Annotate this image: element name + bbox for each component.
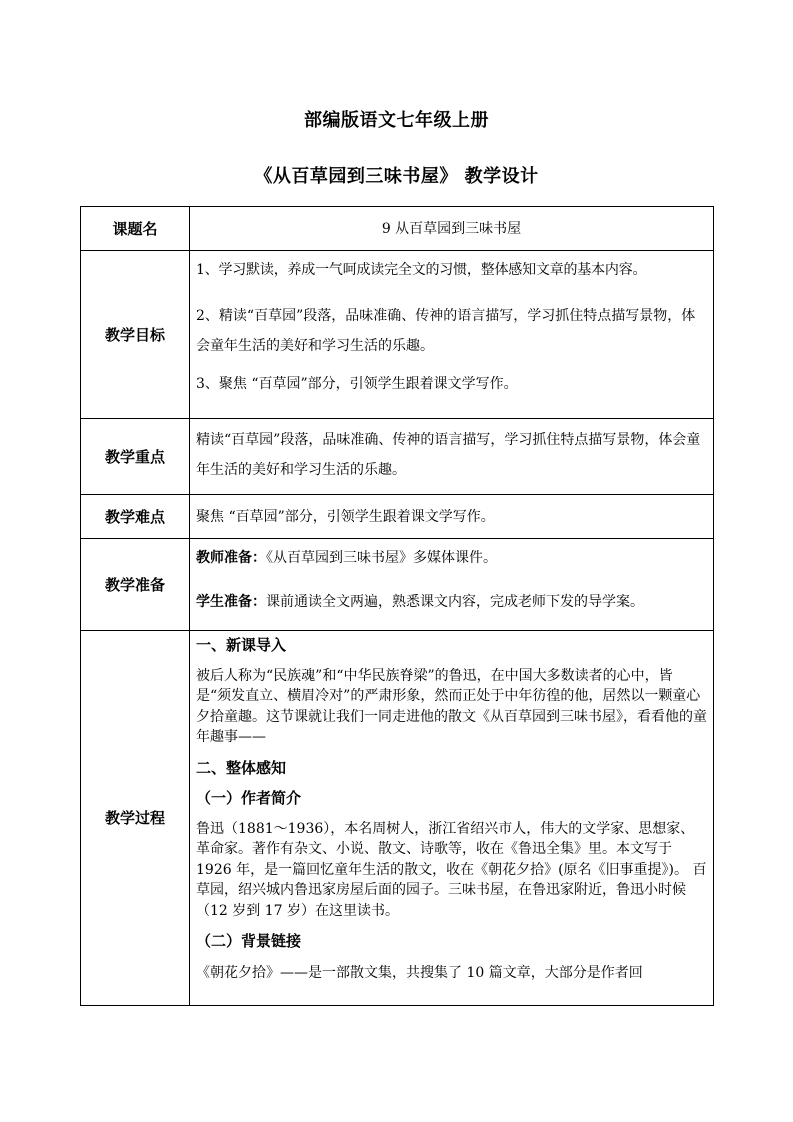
section-heading: 二、整体感知 <box>196 758 287 777</box>
section-heading: 一、新课导入 <box>196 636 287 654</box>
table-row <box>81 207 714 251</box>
subsection-heading: （一）作者简介 <box>196 789 302 807</box>
key-points-text: 精读“百草园”段落，品味准确、传神的语言描写，学习抓住特点描写景物，体会童年生活的美好和学习生活的乐趣。 <box>190 419 714 495</box>
teacher-prep <box>196 547 707 569</box>
table-row <box>81 419 714 495</box>
row-label-topic: 课题名 <box>81 207 190 251</box>
student-prep-text: 课前通读全文两遍，熟悉课文内容，完成老师下发的导学案。 <box>266 594 644 610</box>
row-label-preparation: 教学准备 <box>81 539 190 631</box>
background-paragraph: 《朝花夕拾》——是一部散文集，共搜集了 10 篇文章，大部分是作者回 <box>196 964 643 981</box>
teacher-prep-text: 《从百草园到三味书屋》多媒体课件。 <box>266 550 497 566</box>
lesson-plan-table <box>80 206 714 1006</box>
topic-value: 9 从百草园到三味书屋 <box>190 207 714 251</box>
intro-paragraph: 被后人称为“民族魂”和“中华民族脊梁”的鲁迅，在中国大多数读者的心中，皆是“须发直立、横眉冷对”的严肃形象，然而正处于中年彷徨的他，居然以一颗童心夕拾童趣。这节课就让我们一同走进他的散文《从百草园到三味书屋》，看看他的童年趣事—— <box>196 667 707 745</box>
table-row <box>81 495 714 539</box>
table-row <box>81 251 714 419</box>
preparation-cell <box>190 539 714 631</box>
objectives-cell <box>190 251 714 419</box>
document-subtitle: 部编版语文七年级上册 <box>304 110 489 131</box>
objective-item: 3、聚焦 “百草园”部分，引领学生跟着课文学写作。 <box>196 376 518 392</box>
row-label-difficulties: 教学难点 <box>81 495 190 539</box>
subsection-heading: （二）背景链接 <box>196 932 302 950</box>
teacher-prep-label: 教师准备： <box>196 550 266 566</box>
student-prep-label: 学生准备： <box>196 594 266 610</box>
objective-item: 1、学习默读，养成一气呵成读完全文的习惯，整体感知文章的基本内容。 <box>196 262 647 278</box>
author-paragraph: 鲁迅（1881～1936），本名周树人，浙江省绍兴市人，伟大的文学家、思想家、革命家。著作有杂文、小说、散文、诗歌等，收在《鲁迅全集》里。本文写于 1926 年，是一篇回忆童年生活的散文，收在《朝花夕拾》(原名《旧事重提》)。 百草园，绍兴城内鲁迅家房屋后面的园子。三味书屋，在鲁迅家附近，鲁迅小时候（12 岁到 17 岁）在这里读书。 <box>196 820 707 919</box>
process-cell <box>190 631 714 1006</box>
student-prep <box>196 591 707 613</box>
row-label-objectives: 教学目标 <box>81 251 190 419</box>
difficulties-text: 聚焦 “百草园”部分，引领学生跟着课文学写作。 <box>190 495 714 539</box>
document-title: 《从百草园到三味书屋》 教学设计 <box>254 166 539 187</box>
objective-item: 2、精读“百草园”段落，品味准确、传神的语言描写，学习抓住特点描写景物，体会童年生活的美好和学习生活的乐趣。 <box>196 308 696 354</box>
row-label-process: 教学过程 <box>81 631 190 1006</box>
table-row <box>81 631 714 1006</box>
row-label-key-points: 教学重点 <box>81 419 190 495</box>
table-row <box>81 539 714 631</box>
